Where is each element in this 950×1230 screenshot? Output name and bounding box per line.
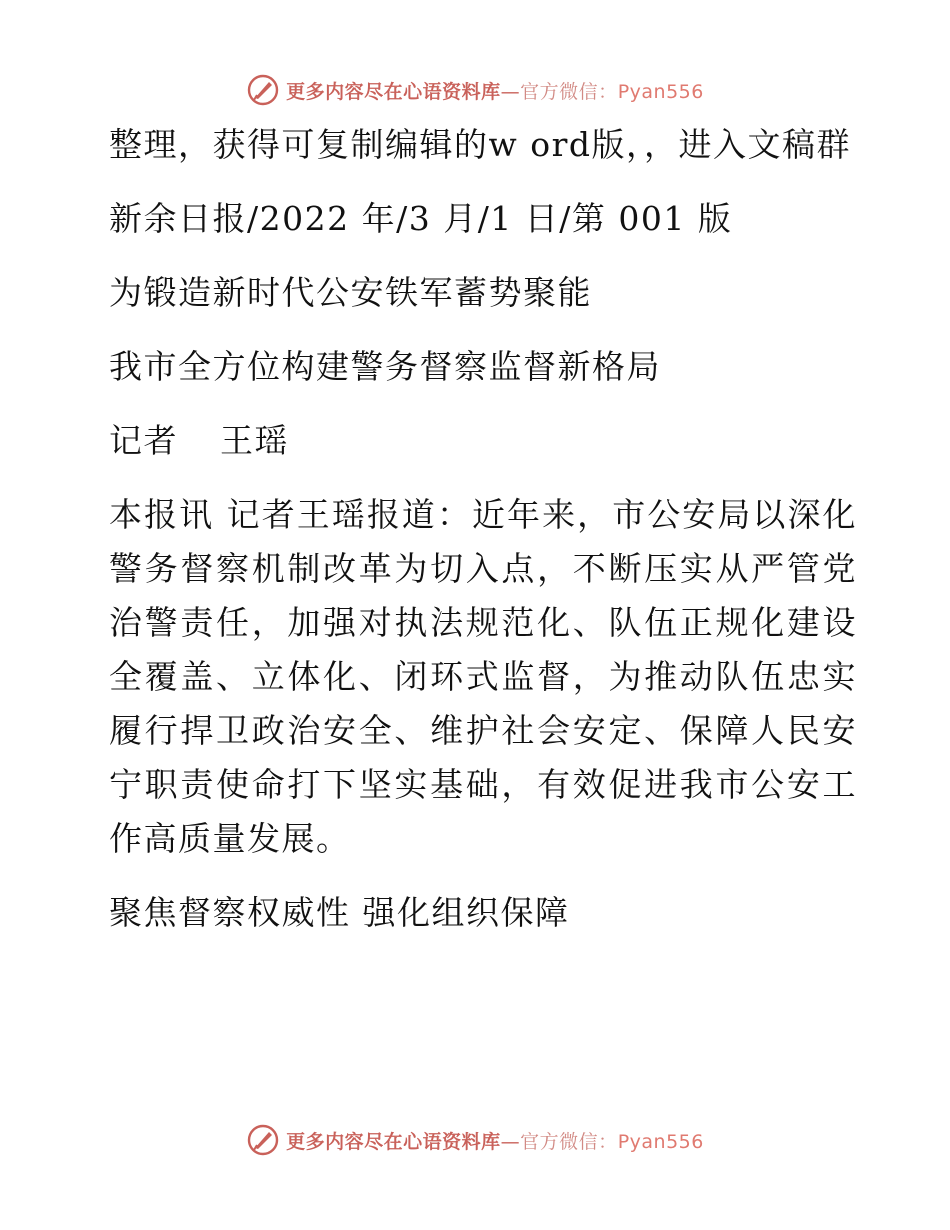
headline-secondary: 我市全方位构建警务督察监督新格局 (109, 347, 661, 386)
watermark-dash: — (500, 80, 521, 103)
watermark-official: 官方微信 (520, 80, 599, 103)
quill-logo-icon (246, 1123, 280, 1157)
byline-name: 王瑶 (220, 421, 289, 460)
dateline: 新余日报/2022 年/3 月/1 日/第 001 版 (109, 199, 733, 238)
byline-label: 记者 (109, 421, 178, 460)
watermark-text (286, 77, 704, 104)
article-paragraph: 本报讯 记者王瑶报道：近年来，市公安局以深化警务督察机制改革为切入点，不断压实从严管党治警责任，加强对执法规范化、队伍正规化建设全覆盖、立体化、闭环式监督，为推动队伍忠实履行捍卫政治安全、维护社会安定、保障人民安宁职责使命打下坚实基础，有效促进我市公安工作高质量发展。 (109, 495, 857, 858)
headline-primary: 为锻造新时代公安铁军蓄势聚能 (109, 273, 592, 312)
watermark-brand: 更多内容尽在心语资料库 (286, 80, 501, 103)
header-watermark (0, 70, 950, 110)
document-body (97, 118, 857, 960)
byline (97, 414, 857, 468)
watermark-brand: 更多内容尽在心语资料库 (286, 1130, 501, 1153)
watermark-text (286, 1127, 704, 1154)
section-subheading: 聚焦督察权威性 强化组织保障 (109, 893, 570, 932)
watermark-id: Pyan556 (617, 1130, 704, 1153)
watermark-colon: ： (598, 1130, 618, 1153)
watermark-id: Pyan556 (617, 80, 704, 103)
notice-text: 整理，获得可复制编辑的w ord版，，进入文稿群 (109, 125, 852, 164)
watermark-colon: ： (598, 80, 618, 103)
quill-logo-icon (246, 73, 280, 107)
footer-watermark (0, 1120, 950, 1160)
watermark-official: 官方微信 (520, 1130, 599, 1153)
watermark-dash: — (500, 1130, 521, 1153)
